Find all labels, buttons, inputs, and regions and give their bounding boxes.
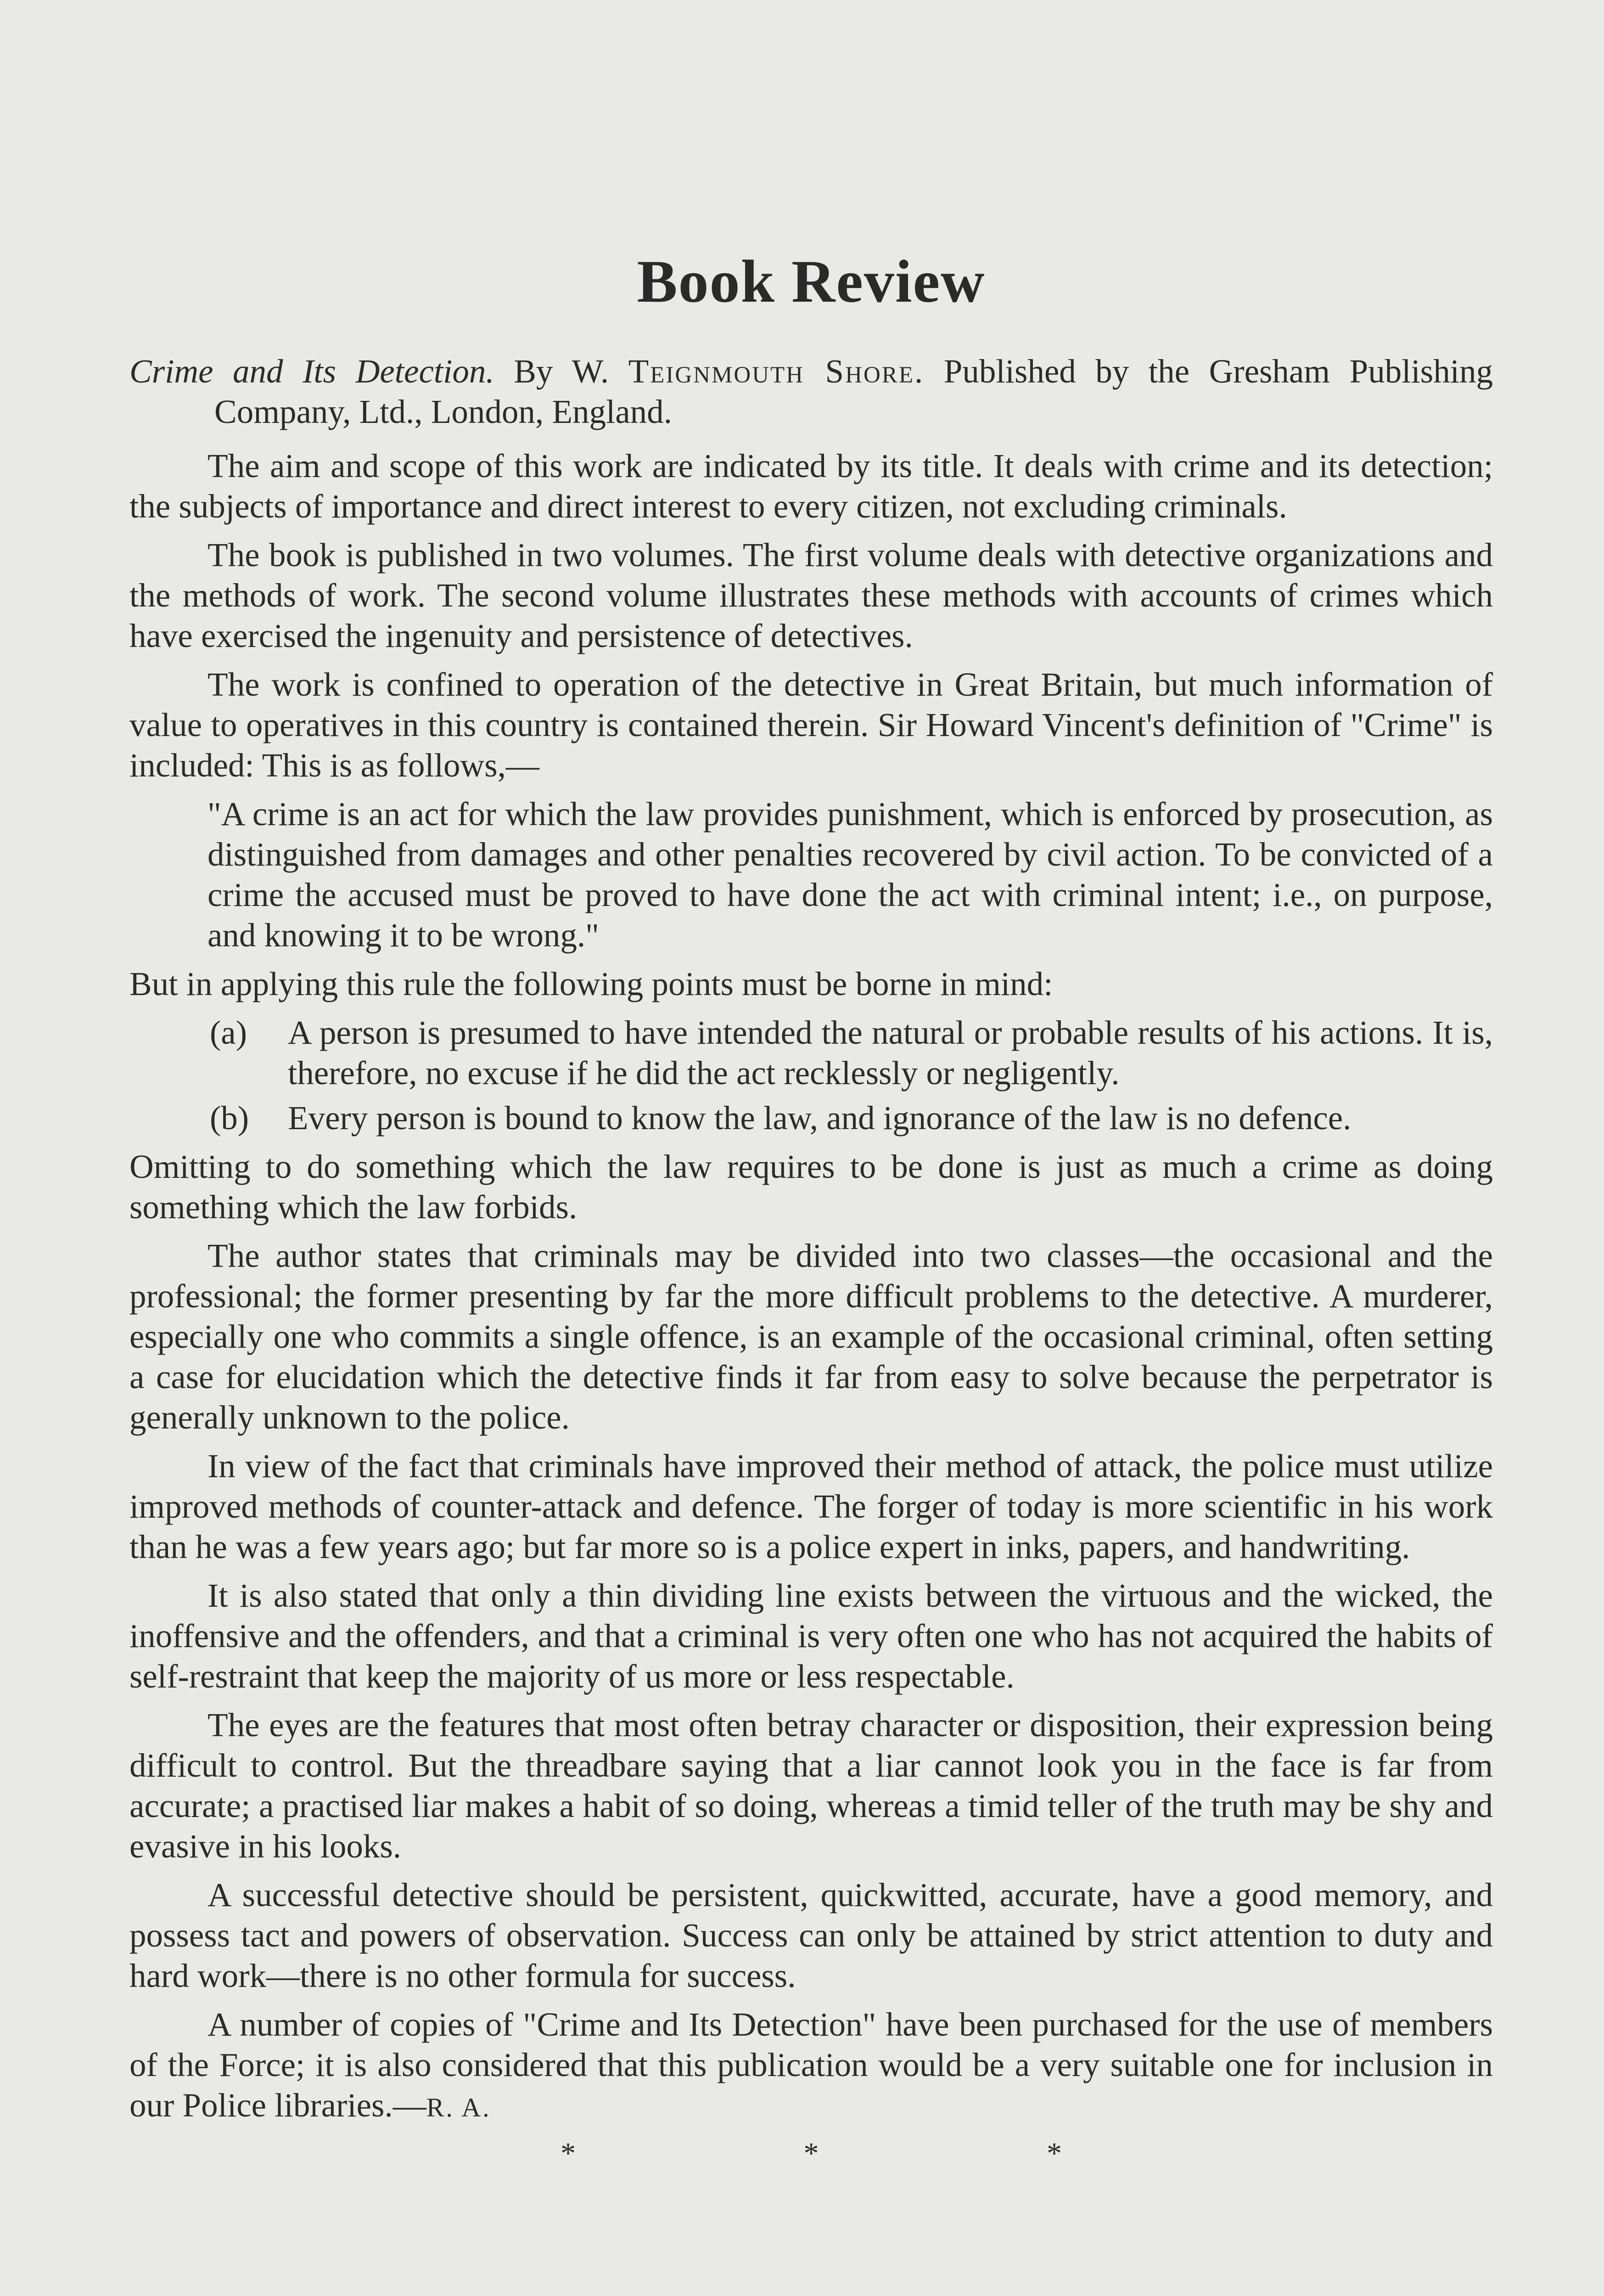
page-title: Book Review xyxy=(637,248,986,315)
final-paragraph xyxy=(129,2004,1493,2128)
citation-by: By W. xyxy=(514,353,609,390)
author-name: Teignmouth Shore. xyxy=(628,353,925,390)
point-marker: (b) xyxy=(210,1099,249,1137)
paragraph: The book is published in two volumes. The first volume deals with detective organizations and the methods of work. The second volume illustrates these methods with accounts of crimes which have exercised the ingenuity and persistence of detectives. xyxy=(129,536,1493,655)
book-citation xyxy=(129,351,1493,432)
paragraph: The work is confined to operation of the detective in Great Britain, but much information of value to operatives in this country is contained therein. Sir Howard Vincent's definition of "Crime" is included: This is as follows,— xyxy=(129,666,1493,784)
book-title: Crime and Its Detection. xyxy=(129,353,494,390)
article xyxy=(129,248,1493,2171)
crime-definition-quote: "A crime is an act for which the law provides punishment, which is enforced by prosecution, as distinguished from damages and other penalties recovered by civil action. To be convicted of a crime the accused must be proved to have done the act with criminal intent; i.e., on purpose, and knowing it to be wrong." xyxy=(208,795,1493,954)
point-text: Every person is bound to know the law, and ignorance of the law is no defence. xyxy=(288,1099,1352,1137)
list-item xyxy=(129,1098,1493,1138)
paragraph: It is also stated that only a thin dividing line exists between the virtuous and the wicked, the inoffensive and the offenders, and that a criminal is very often one who has not acquired the habits of self-restraint that keep the majority of us more or less respectable. xyxy=(129,1577,1493,1695)
paragraph: The aim and scope of this work are indicated by its title. It deals with crime and its detection; the subjects of importance and direct interest to every citizen, not excluding criminals. xyxy=(129,447,1493,525)
paragraph: The author states that criminals may be divided into two classes—the occasional and the professional; the former presenting by far the more difficult problems to the detective. A murderer, especially one who commits a single offence, is an example of the occasional criminal, often setting a case for elucidation which the detective finds it far from easy to solve because the perpetrator is generally unknown to the police. xyxy=(129,1237,1493,1436)
paragraph: In view of the fact that criminals have improved their method of attack, the police must utilize improved methods of counter-attack and defence. The forger of today is more scientific in his work than he was a few years ago; but far more so is a police expert in inks, papers, and handwriting. xyxy=(129,1447,1493,1566)
rule-intro: But in applying this rule the following points must be borne in mind: xyxy=(129,965,1053,1003)
point-text: A person is presumed to have intended the natural or probable results of his actions. It is, therefore, no excuse if he did the act recklessly or negligently. xyxy=(288,1014,1493,1092)
publisher-info: Published by the Gresham Publishing Company, Ltd., London, England. xyxy=(214,353,1493,431)
final-paragraph-text: A number of copies of "Crime and Its Detection" have been purchased for the use of members of the Force; it is also considered that this publication would be a very suitable one for inclusion in our Police libraries.— xyxy=(129,2006,1493,2124)
omission-paragraph: Omitting to do something which the law requires to be done is just as much a crime as doing something which the law forbids. xyxy=(129,1148,1493,1226)
points-list xyxy=(129,1013,1493,1138)
reviewer-signature: R. A. xyxy=(426,2093,491,2123)
list-item xyxy=(129,1013,1493,1093)
section-divider: * * * xyxy=(561,2137,1172,2171)
paragraph: The eyes are the features that most often betray character or disposition, their expression being difficult to control. But the threadbare saying that a liar cannot look you in the face is far from accurate; a practised liar makes a habit of so doing, whereas a timid teller of the truth may be shy and evasive in his looks. xyxy=(129,1706,1493,1865)
point-marker: (a) xyxy=(210,1014,247,1052)
paragraph: A successful detective should be persistent, quickwitted, accurate, have a good memory, and possess tact and powers of observation. Success can only be attained by strict attention to duty and hard work—there is no other formula for success. xyxy=(129,1876,1493,1995)
